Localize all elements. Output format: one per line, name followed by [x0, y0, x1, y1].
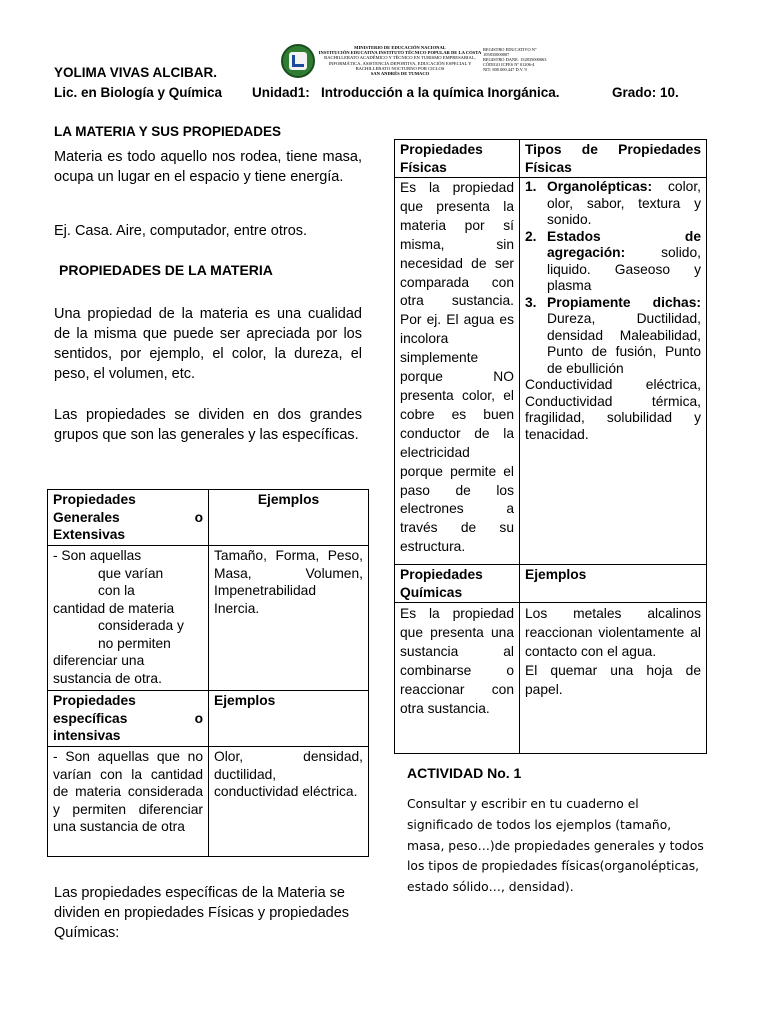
matter-definition: Materia es todo aquello nos rodea, tiene masa, ocupa un lugar en el espacio y tiene energía.	[54, 149, 362, 185]
cell-text: no permiten	[98, 635, 171, 651]
general-description-cell	[48, 546, 209, 691]
school-logo-icon	[281, 44, 315, 78]
physical-types-cell	[520, 178, 707, 565]
cell-text: que varían	[98, 565, 164, 581]
type-item	[525, 179, 701, 229]
ministry-line: SAN ANDRÉS DE TUMACO	[370, 71, 430, 77]
registry-line: REGISTRO DANE: 152835000063	[483, 57, 547, 62]
physical-extra: Conductividad eléctrica, Conductividad térmica, fragilidad, solubilidad y tenacidad.	[525, 377, 701, 442]
type-number: 1.	[525, 179, 537, 194]
physical-header-cell: Propiedades Físicas	[395, 140, 520, 178]
cell-text: Extensivas	[53, 527, 126, 542]
matter-examples: Ej. Casa. Aire, computador, entre otros.	[54, 223, 308, 239]
general-examples-cell: Tamaño, Forma, Peso, Masa, Volumen, Impenetrabilidad Inercia.	[209, 546, 369, 691]
cell-text: - Son aquellas	[53, 548, 142, 563]
type-desc: solido, liquido. Gaseoso y plasma	[547, 245, 701, 293]
property-division: Las propiedades se dividen en dos grandes grupos que son las generales y las específicas.	[54, 407, 362, 443]
type-name: Estados de agregación:	[547, 228, 701, 260]
type-number: 3.	[525, 294, 537, 310]
type-desc: color, olor, sabor, textura y sonido.	[547, 179, 701, 227]
registry-line: REGISTRO EDUCATIVO Nº 105835000007	[483, 47, 537, 57]
unit-title: Introducción a la química Inorgánica.	[321, 85, 560, 100]
chemical-examples-header-cell: Ejemplos	[520, 565, 707, 603]
type-number: 2.	[525, 228, 537, 244]
ministry-line: MINISTERIO DE EDUCACIÓN NACIONAL	[354, 45, 446, 50]
cell-text: específicas	[53, 710, 128, 726]
type-item	[525, 294, 701, 378]
cell-text: cantidad de materia	[53, 600, 175, 616]
teacher-title: Lic. en Biología y Química	[54, 85, 223, 100]
cell-text: Propiedades	[53, 693, 136, 708]
chemical-description-cell: Es la propiedad que presenta una sustancia al combinarse o reaccionar con otra sustancia.	[395, 603, 520, 754]
chemical-example: El quemar una hoja de papel.	[525, 663, 701, 697]
cell-text: considerada y	[98, 618, 184, 633]
ministry-line: INFORMÁTICA, ASISTENCIA DEPORTIVA, EDUCACIÓN ESPECIAL Y	[328, 60, 472, 66]
type-desc: Dureza, Ductilidad, densidad Maleabilidad, Punto de fusión, Punto de ebullición	[547, 311, 701, 376]
chemical-example: Los metales alcalinos reaccionan violentamente al contacto con el agua.	[525, 606, 701, 659]
ministry-line: INSTITUCIÓN EDUCATIVA INSTITUTO TÉCNICO POPULAR DE LA COSTA	[318, 50, 482, 56]
property-definition: Una propiedad de la materia es una cualidad de la misma que puede ser apreciada por los sentidos, por ejemplo, el color, la dureza, el peso, el volumen, etc.	[54, 306, 362, 382]
cell-text: o	[194, 710, 203, 726]
section-title: LA MATERIA Y SUS PROPIEDADES	[54, 124, 282, 139]
ministry-line: BACHILLERATO ACADÉMICO Y TÉCNICO EN TURISMO EMPRESARIAL,	[324, 55, 476, 61]
unit-label: Unidad1:	[252, 85, 310, 100]
registry-header	[483, 47, 563, 72]
cell-text: o	[194, 509, 203, 525]
registry-line: CÓDIGO ICFES Nº 01206-4	[483, 62, 535, 67]
physical-properties-table	[394, 139, 707, 754]
teacher-name: YOLIMA VIVAS ALCIBAR.	[54, 65, 218, 80]
types-list	[525, 179, 701, 377]
cell-text: Propiedades	[53, 492, 136, 507]
cell-text: diferenciar una	[53, 653, 145, 668]
activity-title: ACTIVIDAD No. 1	[407, 765, 522, 781]
activity-body: Consultar y escribir en tu cuaderno el significado de todos los ejemplos (tamaño, masa, peso…)de propiedades generales y todos los tipos de propiedades físicas(organolépticas, estado sólido…, densidad).	[407, 797, 704, 895]
examples-header-cell-2: Ejemplos	[209, 691, 369, 747]
chemical-header-cell: Propiedades Químicas	[395, 565, 520, 603]
cell-text: Generales	[53, 509, 120, 525]
registry-line: NIT: 800.000.447 D.V. 9	[483, 67, 527, 72]
specific-description-cell: - Son aquellas que no varían con la cantidad de materia considerada y permiten diferenciar una sustancia de otra	[48, 747, 209, 857]
cell-text: sustancia de otra.	[53, 670, 162, 686]
examples-header-cell: Ejemplos	[209, 490, 369, 546]
grade-label: Grado: 10.	[612, 85, 679, 100]
specific-header-cell	[48, 691, 209, 747]
types-header-cell: Tipos de Propiedades Físicas	[520, 140, 707, 178]
general-header-cell	[48, 490, 209, 546]
general-properties-table	[47, 489, 369, 857]
specific-examples-cell: Olor, densidad, ductilidad, conductividad eléctrica.	[209, 747, 369, 857]
ministry-header	[318, 45, 482, 76]
cell-text: con la	[98, 583, 135, 598]
chemical-examples-cell	[520, 603, 707, 754]
physical-description-cell: Es la propiedad que presenta la materia por sí misma, sin necesidad de ser comparada con otra sustancia. Por ej. El agua es incolora simplemente porque NO presenta color, el cobre es buen conductor de la electricidad porque permite el paso de los electrones a través de su estructura.	[395, 178, 520, 565]
type-name: Organolépticas:	[547, 179, 653, 194]
type-item	[525, 228, 701, 295]
cell-text: intensivas	[53, 728, 121, 743]
type-name: Propiamente dichas:	[547, 294, 701, 310]
ministry-line: BACHILLERATO NOCTURNO POR CICLOS	[355, 65, 445, 71]
properties-title: PROPIEDADES DE LA MATERIA	[59, 262, 273, 278]
closing-text: Las propiedades específicas de la Materia se dividen en propiedades Físicas y propiedades Químicas:	[54, 885, 350, 941]
